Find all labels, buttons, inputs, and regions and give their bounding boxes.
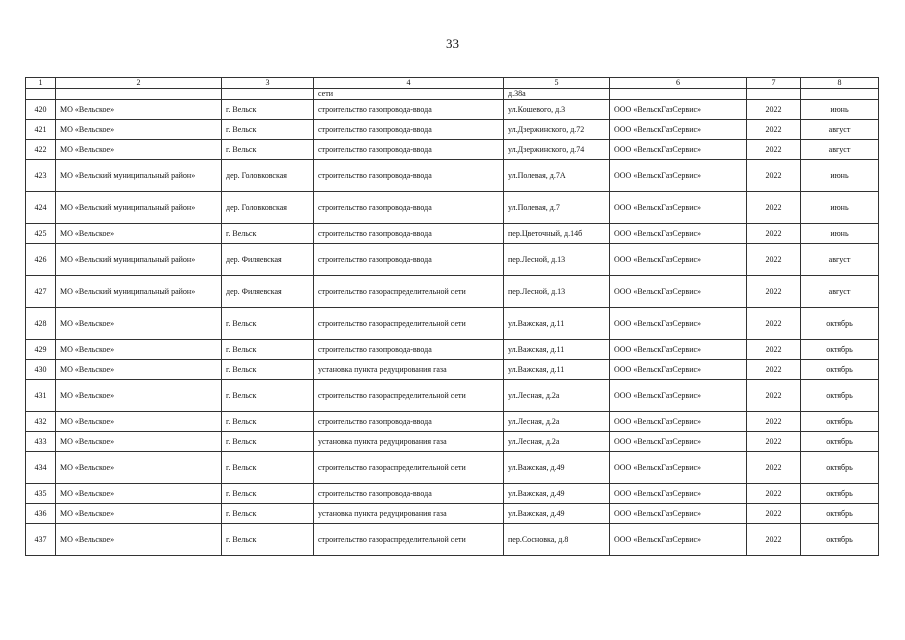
address-cell: ул.Важская, д.49 [504,504,610,524]
organization-cell: ООО «ВельскГазСервис» [610,380,747,412]
address-cell: ул.Лесная, д.2а [504,380,610,412]
row-number-cell: 431 [26,380,56,412]
month-cell: август [801,140,879,160]
year-cell: 2022 [747,308,801,340]
work-type-cell: строительство газопровода-ввода [314,340,504,360]
month-cell: октябрь [801,452,879,484]
organization-cell: ООО «ВельскГазСервис» [610,524,747,556]
month-cell: август [801,276,879,308]
continuation-cell [801,89,879,100]
organization-cell: ООО «ВельскГазСервис» [610,504,747,524]
address-cell: ул.Важская, д.11 [504,340,610,360]
settlement-cell: г. Вельск [222,100,314,120]
year-cell: 2022 [747,340,801,360]
municipality-cell: МО «Вельское» [56,412,222,432]
table-body [26,78,879,556]
settlement-cell: дер. Головковская [222,160,314,192]
work-type-cell: строительство газораспределительной сети [314,524,504,556]
table-row [26,524,879,556]
settlement-cell: г. Вельск [222,360,314,380]
work-type-cell: установка пункта редуцирования газа [314,504,504,524]
continuation-cell [747,89,801,100]
year-cell: 2022 [747,380,801,412]
work-type-cell: установка пункта редуцирования газа [314,360,504,380]
work-type-cell: строительство газопровода-ввода [314,484,504,504]
year-cell: 2022 [747,100,801,120]
organization-cell: ООО «ВельскГазСервис» [610,432,747,452]
work-type-cell: строительство газораспределительной сети [314,308,504,340]
month-cell: октябрь [801,524,879,556]
column-number-header: 7 [747,78,801,89]
month-cell: октябрь [801,412,879,432]
table-row [26,120,879,140]
table-row [26,484,879,504]
row-number-cell: 429 [26,340,56,360]
organization-cell: ООО «ВельскГазСервис» [610,224,747,244]
municipality-cell: МО «Вельское» [56,524,222,556]
year-cell: 2022 [747,432,801,452]
table-row [26,160,879,192]
settlement-cell: г. Вельск [222,140,314,160]
table-row [26,504,879,524]
municipality-cell: МО «Вельское» [56,504,222,524]
settlement-cell: дер. Головковская [222,192,314,224]
municipality-cell: МО «Вельское» [56,120,222,140]
column-number-header: 1 [26,78,56,89]
year-cell: 2022 [747,484,801,504]
organization-cell: ООО «ВельскГазСервис» [610,452,747,484]
municipality-cell: МО «Вельское» [56,452,222,484]
settlement-cell: г. Вельск [222,380,314,412]
month-cell: июнь [801,192,879,224]
month-cell: октябрь [801,340,879,360]
work-type-cell: строительство газопровода-ввода [314,192,504,224]
row-number-cell: 428 [26,308,56,340]
column-number-header: 3 [222,78,314,89]
municipality-cell: МО «Вельский муниципальный район» [56,244,222,276]
row-number-cell: 426 [26,244,56,276]
work-type-cell: строительство газопровода-ввода [314,160,504,192]
organization-cell: ООО «ВельскГазСервис» [610,140,747,160]
year-cell: 2022 [747,140,801,160]
month-cell: июнь [801,160,879,192]
address-cell: ул.Важская, д.11 [504,308,610,340]
table-row [26,432,879,452]
table-row [26,140,879,160]
municipality-cell: МО «Вельское» [56,360,222,380]
work-type-cell: строительство газопровода-ввода [314,412,504,432]
address-cell: ул.Лесная, д.2а [504,412,610,432]
settlement-cell: г. Вельск [222,412,314,432]
row-number-cell: 422 [26,140,56,160]
row-number-cell: 434 [26,452,56,484]
work-type-cell: строительство газораспределительной сети [314,452,504,484]
municipality-cell: МО «Вельское» [56,484,222,504]
table-row [26,308,879,340]
month-cell: октябрь [801,360,879,380]
table-row [26,192,879,224]
column-number-header: 5 [504,78,610,89]
month-cell: октябрь [801,308,879,340]
table-row [26,224,879,244]
year-cell: 2022 [747,244,801,276]
month-cell: октябрь [801,380,879,412]
address-cell: ул.Важская, д.49 [504,452,610,484]
row-number-cell: 420 [26,100,56,120]
settlement-cell: дер. Филяевская [222,276,314,308]
table-row [26,340,879,360]
municipality-cell: МО «Вельское» [56,100,222,120]
month-cell: август [801,120,879,140]
work-type-cell: строительство газопровода-ввода [314,140,504,160]
table-row [26,412,879,432]
settlement-cell: г. Вельск [222,224,314,244]
continuation-cell [56,89,222,100]
municipality-cell: МО «Вельское» [56,224,222,244]
month-cell: октябрь [801,504,879,524]
table-row [26,100,879,120]
organization-cell: ООО «ВельскГазСервис» [610,160,747,192]
month-cell: октябрь [801,432,879,452]
work-type-cell: установка пункта редуцирования газа [314,432,504,452]
address-cell: ул.Полевая, д.7 [504,192,610,224]
organization-cell: ООО «ВельскГазСервис» [610,308,747,340]
settlement-cell: г. Вельск [222,484,314,504]
page-number: 33 [446,36,459,51]
organization-cell: ООО «ВельскГазСервис» [610,100,747,120]
year-cell: 2022 [747,360,801,380]
municipality-cell: МО «Вельское» [56,340,222,360]
municipality-cell: МО «Вельский муниципальный район» [56,192,222,224]
table-row [26,360,879,380]
work-type-cell: строительство газораспределительной сети [314,380,504,412]
address-cell: ул.Дзержинского, д.72 [504,120,610,140]
address-cell: ул.Лесная, д.2а [504,432,610,452]
column-number-header: 2 [56,78,222,89]
continuation-cell [222,89,314,100]
settlement-cell: г. Вельск [222,504,314,524]
year-cell: 2022 [747,160,801,192]
organization-cell: ООО «ВельскГазСервис» [610,276,747,308]
work-type-cell: строительство газопровода-ввода [314,244,504,276]
row-number-cell: 435 [26,484,56,504]
settlement-cell: г. Вельск [222,308,314,340]
continuation-cell: сети [314,89,504,100]
municipality-cell: МО «Вельский муниципальный район» [56,276,222,308]
column-number-header: 6 [610,78,747,89]
year-cell: 2022 [747,504,801,524]
row-number-cell: 421 [26,120,56,140]
table-row [26,276,879,308]
row-number-cell: 423 [26,160,56,192]
continuation-cell [610,89,747,100]
work-type-cell: строительство газораспределительной сети [314,276,504,308]
month-cell: июнь [801,100,879,120]
address-cell: пер.Цветочный, д.14б [504,224,610,244]
settlement-cell: г. Вельск [222,452,314,484]
year-cell: 2022 [747,276,801,308]
table-row [26,452,879,484]
municipality-cell: МО «Вельское» [56,380,222,412]
year-cell: 2022 [747,452,801,484]
year-cell: 2022 [747,192,801,224]
row-number-cell: 427 [26,276,56,308]
table-row [26,380,879,412]
work-type-cell: строительство газопровода-ввода [314,100,504,120]
row-number-cell: 430 [26,360,56,380]
organization-cell: ООО «ВельскГазСервис» [610,340,747,360]
settlement-cell: г. Вельск [222,432,314,452]
row-number-cell: 425 [26,224,56,244]
settlement-cell: г. Вельск [222,524,314,556]
organization-cell: ООО «ВельскГазСервис» [610,412,747,432]
address-cell: пер.Лесной, д.13 [504,276,610,308]
table-row [26,244,879,276]
organization-cell: ООО «ВельскГазСервис» [610,360,747,380]
address-cell: ул.Кошевого, д.3 [504,100,610,120]
organization-cell: ООО «ВельскГазСервис» [610,120,747,140]
year-cell: 2022 [747,412,801,432]
continuation-cell [26,89,56,100]
address-cell: ул.Важская, д.11 [504,360,610,380]
gasification-schedule-table [25,77,879,556]
column-number-header: 4 [314,78,504,89]
continuation-cell: д.38а [504,89,610,100]
year-cell: 2022 [747,120,801,140]
column-number-header-row [26,78,879,89]
address-cell: ул.Важская, д.49 [504,484,610,504]
continuation-row [26,89,879,100]
municipality-cell: МО «Вельское» [56,432,222,452]
work-type-cell: строительство газопровода-ввода [314,224,504,244]
row-number-cell: 432 [26,412,56,432]
year-cell: 2022 [747,524,801,556]
row-number-cell: 436 [26,504,56,524]
municipality-cell: МО «Вельский муниципальный район» [56,160,222,192]
settlement-cell: г. Вельск [222,340,314,360]
settlement-cell: г. Вельск [222,120,314,140]
row-number-cell: 433 [26,432,56,452]
row-number-cell: 437 [26,524,56,556]
municipality-cell: МО «Вельское» [56,308,222,340]
month-cell: июнь [801,224,879,244]
month-cell: август [801,244,879,276]
address-cell: пер.Лесной, д.13 [504,244,610,276]
organization-cell: ООО «ВельскГазСервис» [610,192,747,224]
work-type-cell: строительство газопровода-ввода [314,120,504,140]
organization-cell: ООО «ВельскГазСервис» [610,244,747,276]
municipality-cell: МО «Вельское» [56,140,222,160]
address-cell: пер.Сосновка, д.8 [504,524,610,556]
address-cell: ул.Дзержинского, д.74 [504,140,610,160]
year-cell: 2022 [747,224,801,244]
settlement-cell: дер. Филяевская [222,244,314,276]
organization-cell: ООО «ВельскГазСервис» [610,484,747,504]
column-number-header: 8 [801,78,879,89]
row-number-cell: 424 [26,192,56,224]
address-cell: ул.Полевая, д.7А [504,160,610,192]
month-cell: октябрь [801,484,879,504]
